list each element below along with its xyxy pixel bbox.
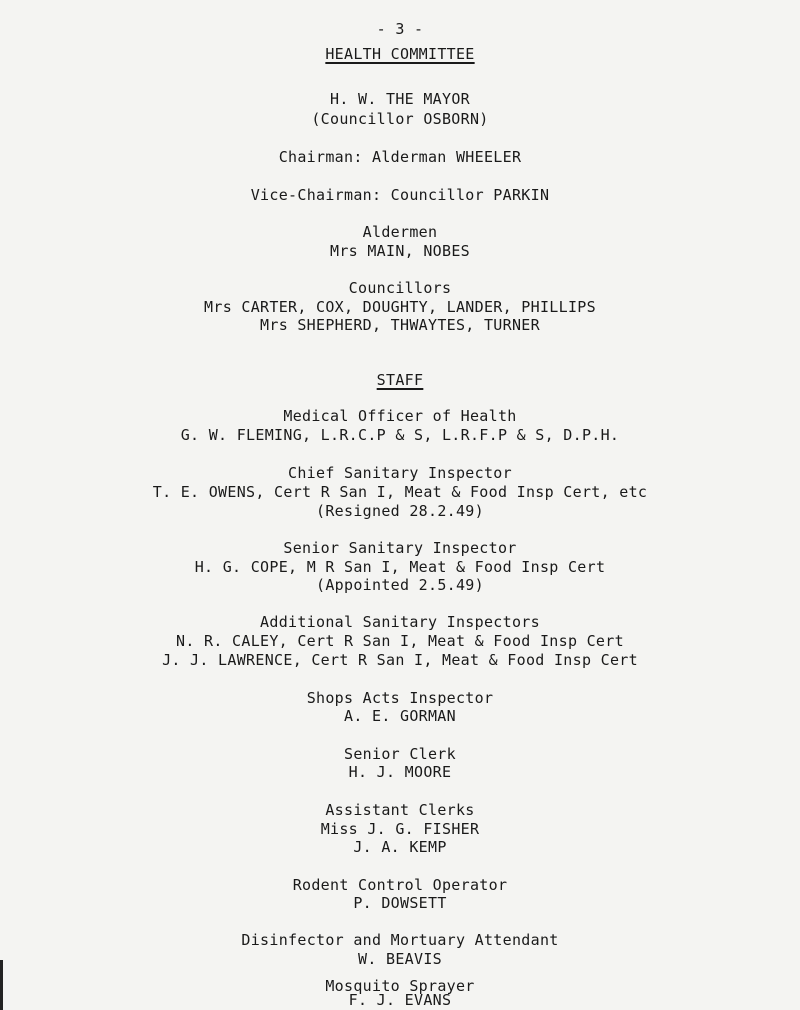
- csi-title: Chief Sanitary Inspector: [288, 464, 512, 482]
- csi-name: T. E. OWENS, Cert R San I, Meat & Food Insp Cert, etc: [152, 483, 648, 501]
- shops-name: A. E. GORMAN: [344, 707, 456, 725]
- assistant-clerks-title: Assistant Clerks: [325, 801, 475, 819]
- page-number: - 3 -: [376, 20, 424, 38]
- assistant-clerk-1: Miss J. G. FISHER: [320, 820, 480, 838]
- councillors-names-2: Mrs SHEPHERD, THWAYTES, TURNER: [260, 316, 540, 334]
- councillors-names-1: Mrs CARTER, COX, DOUGHTY, LANDER, PHILLIPS: [204, 298, 596, 316]
- vice-chairman-line: Vice-Chairman: Councillor PARKIN: [250, 186, 550, 204]
- senior-clerk-title: Senior Clerk: [344, 745, 456, 763]
- assistant-clerk-2: J. A. KEMP: [353, 838, 447, 856]
- csi-note: (Resigned 28.2.49): [316, 502, 484, 520]
- disinfector-name: W. BEAVIS: [358, 950, 442, 968]
- mosquito-name: F. J. EVANS: [348, 991, 452, 1009]
- asi-name-1: N. R. CALEY, Cert R San I, Meat & Food Insp Cert: [176, 632, 624, 650]
- councillors-label: Councillors: [348, 279, 452, 297]
- committee-heading: HEALTH COMMITTEE: [325, 45, 475, 63]
- aldermen-label: Aldermen: [362, 223, 438, 241]
- aldermen-names: Mrs MAIN, NOBES: [330, 242, 470, 260]
- ssi-name: H. G. COPE, M R San I, Meat & Food Insp Cert: [194, 558, 606, 576]
- moh-title: Medical Officer of Health: [283, 407, 517, 425]
- shops-title: Shops Acts Inspector: [306, 689, 494, 707]
- senior-clerk-name: H. J. MOORE: [348, 763, 452, 781]
- chairman-line: Chairman: Alderman WHEELER: [278, 148, 522, 166]
- ssi-title: Senior Sanitary Inspector: [283, 539, 517, 557]
- mayor-councillor-line: (Councillor OSBORN): [311, 110, 489, 128]
- mosquito-title: Mosquito Sprayer: [325, 977, 475, 995]
- rodent-title: Rodent Control Operator: [292, 876, 508, 894]
- asi-title: Additional Sanitary Inspectors: [260, 613, 540, 631]
- moh-name: G. W. FLEMING, L.R.C.P & S, L.R.F.P & S, D.P.H.: [180, 426, 620, 444]
- asi-name-2: J. J. LAWRENCE, Cert R San I, Meat & Food Insp Cert: [162, 651, 638, 669]
- staff-heading: STAFF: [376, 371, 424, 389]
- margin-scan-mark: [0, 960, 3, 1010]
- rodent-name: P. DOWSETT: [353, 894, 447, 912]
- ssi-note: (Appointed 2.5.49): [316, 576, 484, 594]
- mayor-line: H. W. THE MAYOR: [330, 90, 470, 108]
- disinfector-title: Disinfector and Mortuary Attendant: [241, 931, 559, 949]
